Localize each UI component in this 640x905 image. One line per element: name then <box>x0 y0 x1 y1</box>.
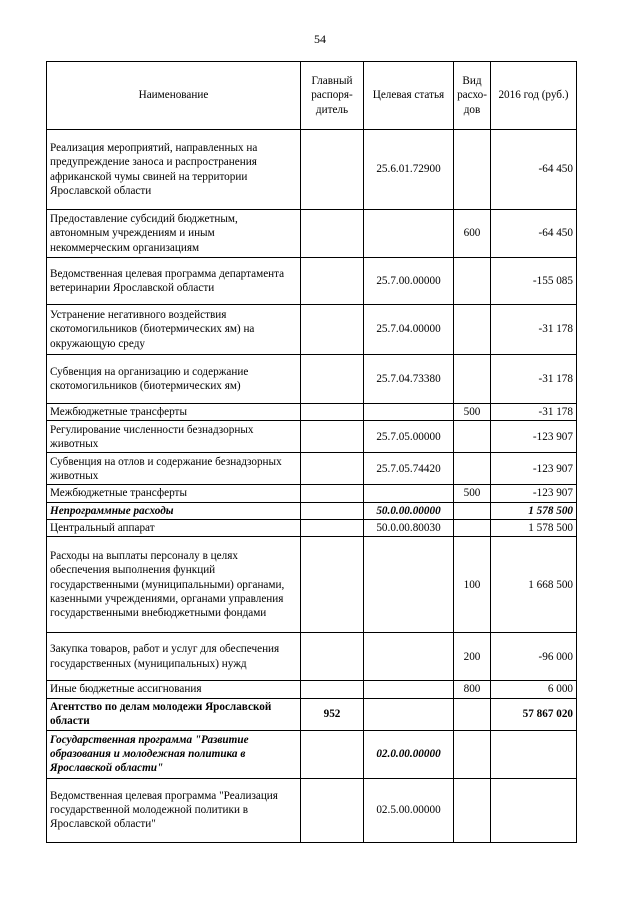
row-type <box>454 355 491 404</box>
row-admin <box>301 421 364 453</box>
row-sum: -123 907 <box>491 453 577 485</box>
row-target: 25.7.00.00000 <box>364 258 454 305</box>
row-name: Субвенция на отлов и содержание безнадзорных животных <box>47 453 301 485</box>
row-type <box>454 130 491 210</box>
row-admin <box>301 258 364 305</box>
row-name: Иные бюджетные ассигнования <box>47 681 301 698</box>
row-name: Государственная программа "Развитие образования и молодежная политика в Ярославской области" <box>47 730 301 778</box>
row-type: 500 <box>454 404 491 421</box>
row-sum: 1 578 500 <box>491 502 577 519</box>
table-row <box>47 404 577 421</box>
row-target: 25.7.04.73380 <box>364 355 454 404</box>
row-name: Расходы на выплаты персоналу в целях обеспечения выполнения функций государственными (муниципальными) органами, казенными учреждениями, органами управления государственными внебюджетными фондами <box>47 537 301 633</box>
row-target: 25.7.04.00000 <box>364 305 454 355</box>
row-admin <box>301 305 364 355</box>
table-row <box>47 633 577 681</box>
row-admin <box>301 681 364 698</box>
row-admin <box>301 485 364 502</box>
row-target <box>364 485 454 502</box>
row-target: 02.0.00.00000 <box>364 730 454 778</box>
table-row <box>47 210 577 258</box>
row-admin <box>301 404 364 421</box>
row-target: 25.6.01.72900 <box>364 130 454 210</box>
row-sum: 6 000 <box>491 681 577 698</box>
table-row <box>47 681 577 698</box>
row-target: 25.7.05.00000 <box>364 421 454 453</box>
row-sum: 1 668 500 <box>491 537 577 633</box>
row-admin: 952 <box>301 698 364 730</box>
row-admin <box>301 130 364 210</box>
row-name: Регулирование численности безнадзорных животных <box>47 421 301 453</box>
table-row <box>47 502 577 519</box>
row-target: 50.0.00.00000 <box>364 502 454 519</box>
row-name: Центральный аппарат <box>47 519 301 536</box>
row-type: 200 <box>454 633 491 681</box>
row-name: Межбюджетные трансферты <box>47 404 301 421</box>
row-target: 25.7.05.74420 <box>364 453 454 485</box>
row-type: 800 <box>454 681 491 698</box>
row-name: Устранение негативного воздействия скотомогильников (биотермических ям) на окружающую среду <box>47 305 301 355</box>
row-target <box>364 633 454 681</box>
row-admin <box>301 778 364 842</box>
row-name: Ведомственная целевая программа департамента ветеринарии Ярославской области <box>47 258 301 305</box>
row-name: Реализация мероприятий, направленных на предупреждение заноса и распространения африканской чумы свиней на территории Ярославской области <box>47 130 301 210</box>
row-sum: 1 578 500 <box>491 519 577 536</box>
row-type <box>454 730 491 778</box>
header-year-sum: 2016 год (руб.) <box>491 62 577 130</box>
row-admin <box>301 355 364 404</box>
table-row <box>47 305 577 355</box>
row-type: 100 <box>454 537 491 633</box>
row-sum: 57 867 020 <box>491 698 577 730</box>
header-administrator: Главный распоря-дитель <box>301 62 364 130</box>
row-name: Субвенция на организацию и содержание скотомогильников (биотермических ям) <box>47 355 301 404</box>
row-type <box>454 519 491 536</box>
budget-table <box>46 61 577 843</box>
row-target <box>364 681 454 698</box>
row-name: Закупка товаров, работ и услуг для обеспечения государственных (муниципальных) нужд <box>47 633 301 681</box>
row-type <box>454 502 491 519</box>
row-target <box>364 404 454 421</box>
row-type: 600 <box>454 210 491 258</box>
row-admin <box>301 633 364 681</box>
table-row <box>47 778 577 842</box>
row-sum: -31 178 <box>491 305 577 355</box>
row-name: Предоставление субсидий бюджетным, автономным учреждениям и иным некоммерческим организациям <box>47 210 301 258</box>
row-admin <box>301 537 364 633</box>
row-admin <box>301 519 364 536</box>
table-header-row <box>47 62 577 130</box>
row-sum: -123 907 <box>491 421 577 453</box>
row-type <box>454 453 491 485</box>
table-row <box>47 698 577 730</box>
table-row <box>47 453 577 485</box>
table-row <box>47 537 577 633</box>
row-sum: -31 178 <box>491 404 577 421</box>
row-name: Агентство по делам молодежи Ярославской области <box>47 698 301 730</box>
row-admin <box>301 730 364 778</box>
page-number: 54 <box>314 32 326 46</box>
row-admin <box>301 210 364 258</box>
header-target-article: Целевая статья <box>364 62 454 130</box>
table-row <box>47 730 577 778</box>
table-row <box>47 485 577 502</box>
table-row <box>47 355 577 404</box>
row-target <box>364 210 454 258</box>
header-expense-type: Вид расхо-дов <box>454 62 491 130</box>
row-type <box>454 778 491 842</box>
row-sum <box>491 730 577 778</box>
row-sum: -123 907 <box>491 485 577 502</box>
table-row <box>47 519 577 536</box>
row-sum: -96 000 <box>491 633 577 681</box>
row-sum: -64 450 <box>491 210 577 258</box>
row-target <box>364 698 454 730</box>
row-target <box>364 537 454 633</box>
row-name: Межбюджетные трансферты <box>47 485 301 502</box>
row-type <box>454 305 491 355</box>
row-name: Ведомственная целевая программа "Реализация государственной молодежной политики в Ярославской области" <box>47 778 301 842</box>
table-row <box>47 130 577 210</box>
row-name: Непрограммные расходы <box>47 502 301 519</box>
row-sum: -64 450 <box>491 130 577 210</box>
table-row <box>47 258 577 305</box>
row-type <box>454 698 491 730</box>
row-sum <box>491 778 577 842</box>
row-sum: -31 178 <box>491 355 577 404</box>
row-admin <box>301 453 364 485</box>
row-admin <box>301 502 364 519</box>
header-name: Наименование <box>47 62 301 130</box>
row-target: 02.5.00.00000 <box>364 778 454 842</box>
table-row <box>47 421 577 453</box>
row-type <box>454 421 491 453</box>
row-sum: -155 085 <box>491 258 577 305</box>
row-type <box>454 258 491 305</box>
row-type: 500 <box>454 485 491 502</box>
row-target: 50.0.00.80030 <box>364 519 454 536</box>
